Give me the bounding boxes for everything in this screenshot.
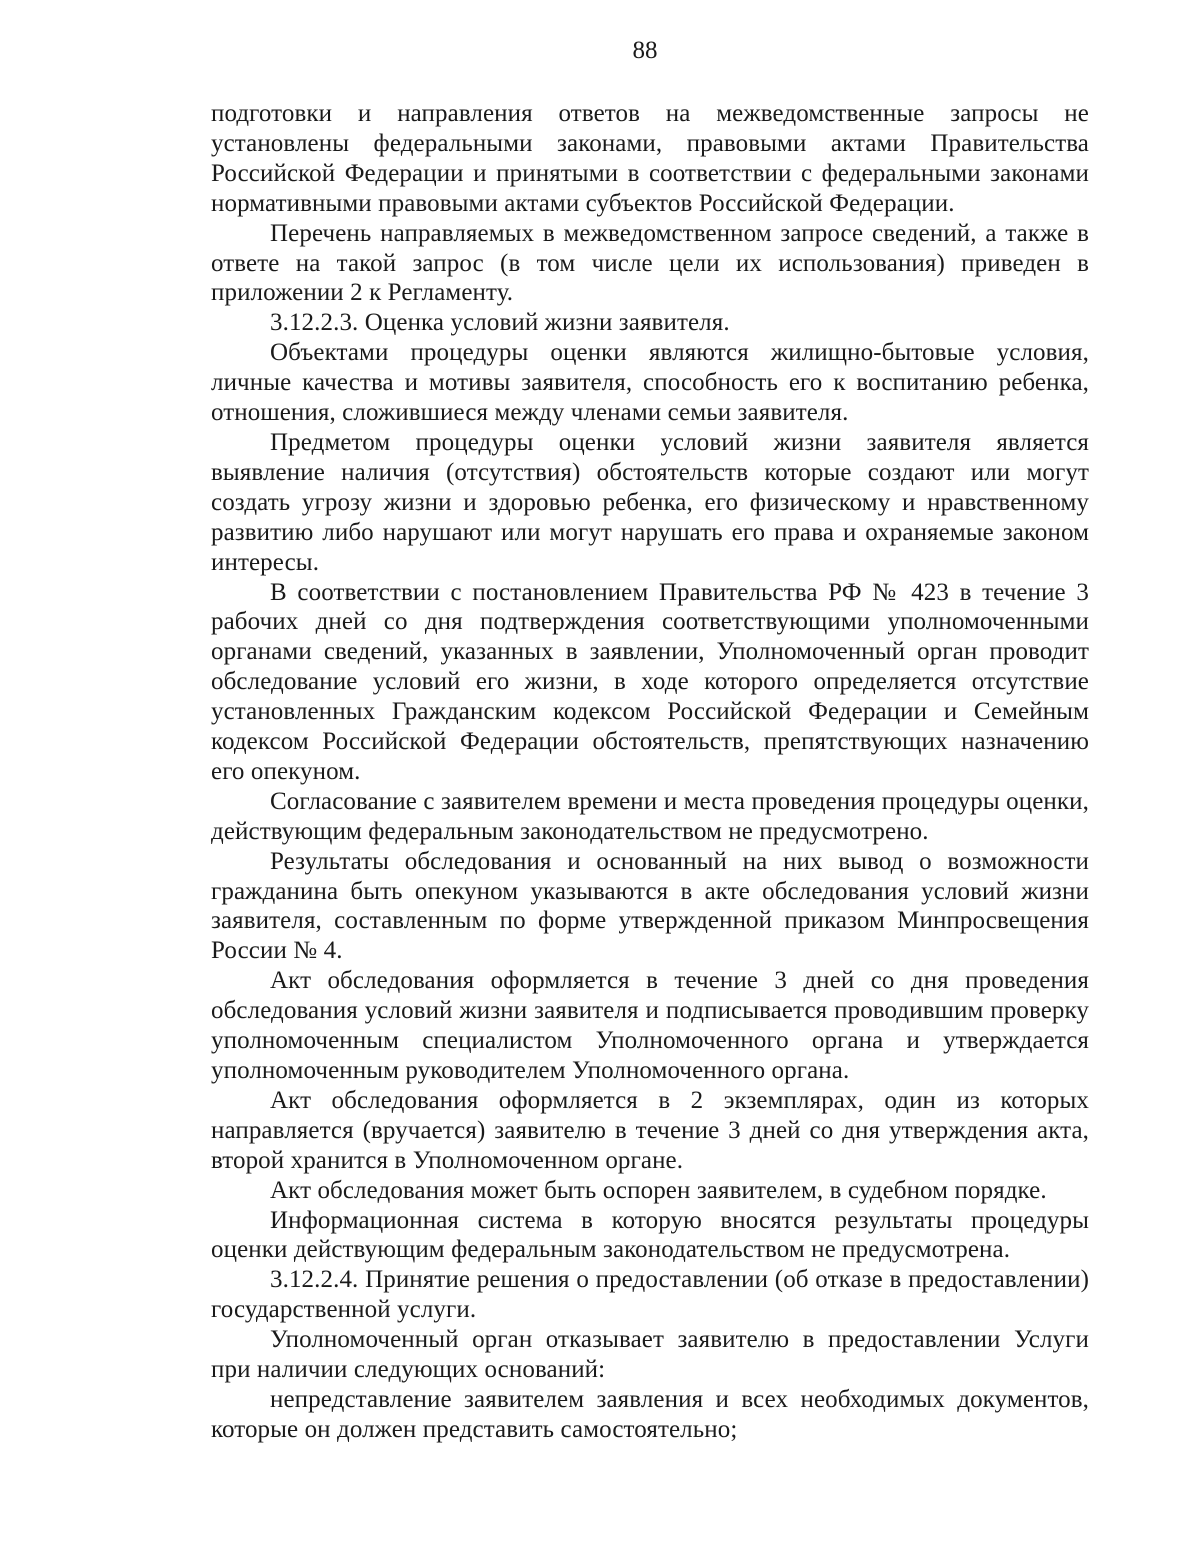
- paragraph-14: Уполномоченный орган отказывает заявителю в предоставлении Услуги при наличии следующих оснований:: [211, 1326, 1089, 1384]
- paragraph-8: Результаты обследования и основанный на них вывод о возможности гражданина быть опекуном указываются в акте обследования условий жизни заявителя, составленным по форме утвержденной приказом Минпросвещения России № 4.: [211, 847, 1089, 965]
- paragraph-12: Информационная система в которую вносятся результаты процедуры оценки действующим федеральным законодательством не предусмотрена.: [211, 1206, 1089, 1264]
- paragraph-7: Согласование с заявителем времени и места проведения процедуры оценки, действующим федеральным законодательством не предусмотрено.: [211, 787, 1089, 845]
- paragraph-11: Акт обследования может быть оспорен заявителем, в судебном порядке.: [270, 1176, 1047, 1204]
- section-heading-3-12-2-4: 3.12.2.4. Принятие решения о предоставлении (об отказе в предоставлении) государственной услуги.: [211, 1266, 1089, 1324]
- page-number: 88: [632, 37, 658, 64]
- paragraph-10: Акт обследования оформляется в 2 экземплярах, один из которых направляется (вручается) заявителю в течение 3 дней со дня утверждения акта, второй хранится в Уполномоченном органе.: [211, 1086, 1089, 1174]
- paragraph-9: Акт обследования оформляется в течение 3 дней со дня проведения обследования условий жизни заявителя и подписывается проводившим проверку уполномоченным специалистом Уполномоченного органа и утверждается уполномоченным руководителем Уполномоченного органа.: [211, 967, 1089, 1084]
- paragraph-2: Перечень направляемых в межведомственном запросе сведений, а также в ответе на такой запрос (в том числе цели их использования) приведен в приложении 2 к Регламенту.: [211, 219, 1089, 307]
- paragraph-5: Предметом процедуры оценки условий жизни заявителя является выявление наличия (отсутствия) обстоятельств которые создают или могут создать угрозу жизни и здоровью ребенка, его физическому и нравственному развитию либо нарушают или могут нарушать его права и охраняемые законом интересы.: [211, 428, 1089, 576]
- document-body: [211, 99, 1089, 1445]
- paragraph-4: Объектами процедуры оценки являются жилищно-бытовые условия, личные качества и мотивы заявителя, способность его к воспитанию ребенка, отношения, сложившиеся между членами семьи заявителя.: [211, 339, 1089, 427]
- paragraph-15: непредставление заявителем заявления и всех необходимых документов, которые он должен представить самостоятельно;: [211, 1385, 1089, 1443]
- paragraph-1: подготовки и направления ответов на межведомственные запросы не установлены федеральными законами, правовыми актами Правительства Российской Федерации и принятыми в соответствии с федеральными законами нормативными правовыми актами субъектов Российской Федерации.: [211, 100, 1089, 217]
- section-heading-3-12-2-3: 3.12.2.3. Оценка условий жизни заявителя.: [270, 309, 730, 337]
- paragraph-6: В соответствии с постановлением Правительства РФ № 423 в течение 3 рабочих дней со дня подтверждения соответствующими уполномоченными органами сведений, указанных в заявлении, Уполномоченный орган проводит обследование условий его жизни, в ходе которого определяется отсутствие установленных Гражданским кодексом Российской Федерации и Семейным кодексом Российской Федерации обстоятельств, препятствующих назначению его опекуном.: [211, 578, 1089, 785]
